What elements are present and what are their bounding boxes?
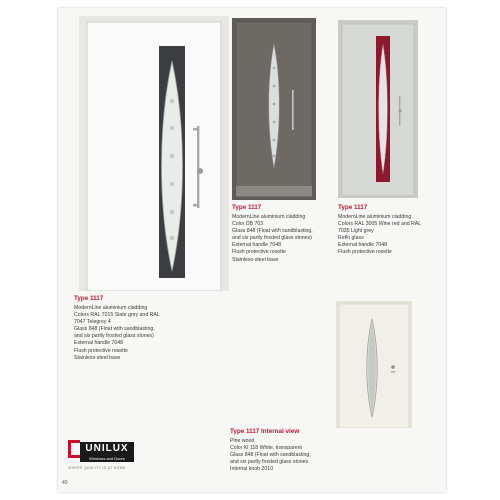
caption-line: External handle 7048 bbox=[232, 242, 282, 249]
caption-title: Type 1117 bbox=[74, 295, 104, 302]
door-internal-illustration bbox=[336, 301, 412, 428]
caption-line: Pine wood bbox=[230, 438, 255, 444]
door-grey-illustration bbox=[232, 18, 316, 200]
caption-line: 7035 Light grey bbox=[338, 228, 374, 235]
caption-title: Type 1117 bbox=[232, 204, 262, 211]
caption-line: Glass 848 (Float with sandblasting, bbox=[232, 228, 313, 235]
caption-line: and six partly frosted glass stones bbox=[230, 459, 309, 466]
unilux-logo bbox=[68, 440, 136, 472]
caption-line: Flush protective rosette bbox=[232, 249, 286, 256]
caption-line: and six partly frosted glass stones) bbox=[74, 333, 154, 340]
logo-brand: UNILUX bbox=[80, 442, 134, 456]
door-large-white-slate bbox=[79, 16, 229, 291]
logo-subtitle: Windows and Doors bbox=[80, 456, 134, 462]
caption-line: Reflo glass bbox=[338, 235, 364, 242]
caption-line: External handle 7048 bbox=[74, 340, 124, 347]
caption-door-internal bbox=[230, 428, 311, 473]
caption-door-right bbox=[338, 204, 421, 257]
caption-line: Glass 848 (Float with sandblasting, bbox=[230, 452, 311, 459]
caption-line: Colors RAL 7015 Slate grey and RAL bbox=[74, 312, 160, 319]
caption-line: Stainless-steel base bbox=[232, 256, 279, 263]
caption-title: Type 1117 bbox=[338, 204, 368, 211]
caption-line: Color Kl 118 White, transparent bbox=[230, 445, 302, 452]
catalog-page bbox=[58, 8, 446, 492]
caption-line: Stainless-steel base bbox=[74, 354, 121, 361]
door-large-illustration bbox=[79, 16, 229, 291]
door-light-grey-wine-red bbox=[338, 20, 418, 198]
caption-line: Color DB 703 bbox=[232, 221, 264, 228]
caption-line: ModernLine aluminium cladding bbox=[74, 305, 148, 311]
caption-line: 7047 Telegrey 4 bbox=[74, 319, 111, 326]
caption-line: and six partly frosted glass stones) bbox=[232, 235, 312, 242]
logo-mark-icon bbox=[68, 440, 80, 458]
door-internal-view bbox=[336, 301, 412, 428]
caption-line: Colors RAL 3005 Wine red and RAL bbox=[338, 221, 422, 228]
caption-door-left bbox=[74, 295, 160, 362]
door-wine-red-illustration bbox=[338, 20, 418, 198]
caption-line: Internal knob 2010 bbox=[230, 466, 273, 473]
caption-line: ModernLine aluminium cladding bbox=[338, 214, 412, 220]
caption-door-mid bbox=[232, 204, 313, 264]
door-grey-aluminium bbox=[232, 18, 316, 200]
logo-slogan: WHERE QUALITY IS AT HOME bbox=[68, 466, 126, 470]
page-number: 40 bbox=[62, 480, 68, 486]
caption-line: ModernLine aluminium cladding bbox=[232, 214, 306, 220]
caption-line: External handle 7048 bbox=[338, 242, 388, 249]
caption-title: Type 1117 Internal view bbox=[230, 428, 300, 435]
caption-line: Flush protective rosette bbox=[338, 249, 392, 256]
caption-line: Glass 848 (Float with sandblasting, bbox=[74, 326, 155, 333]
caption-line: Flush protective rosette bbox=[74, 347, 128, 354]
